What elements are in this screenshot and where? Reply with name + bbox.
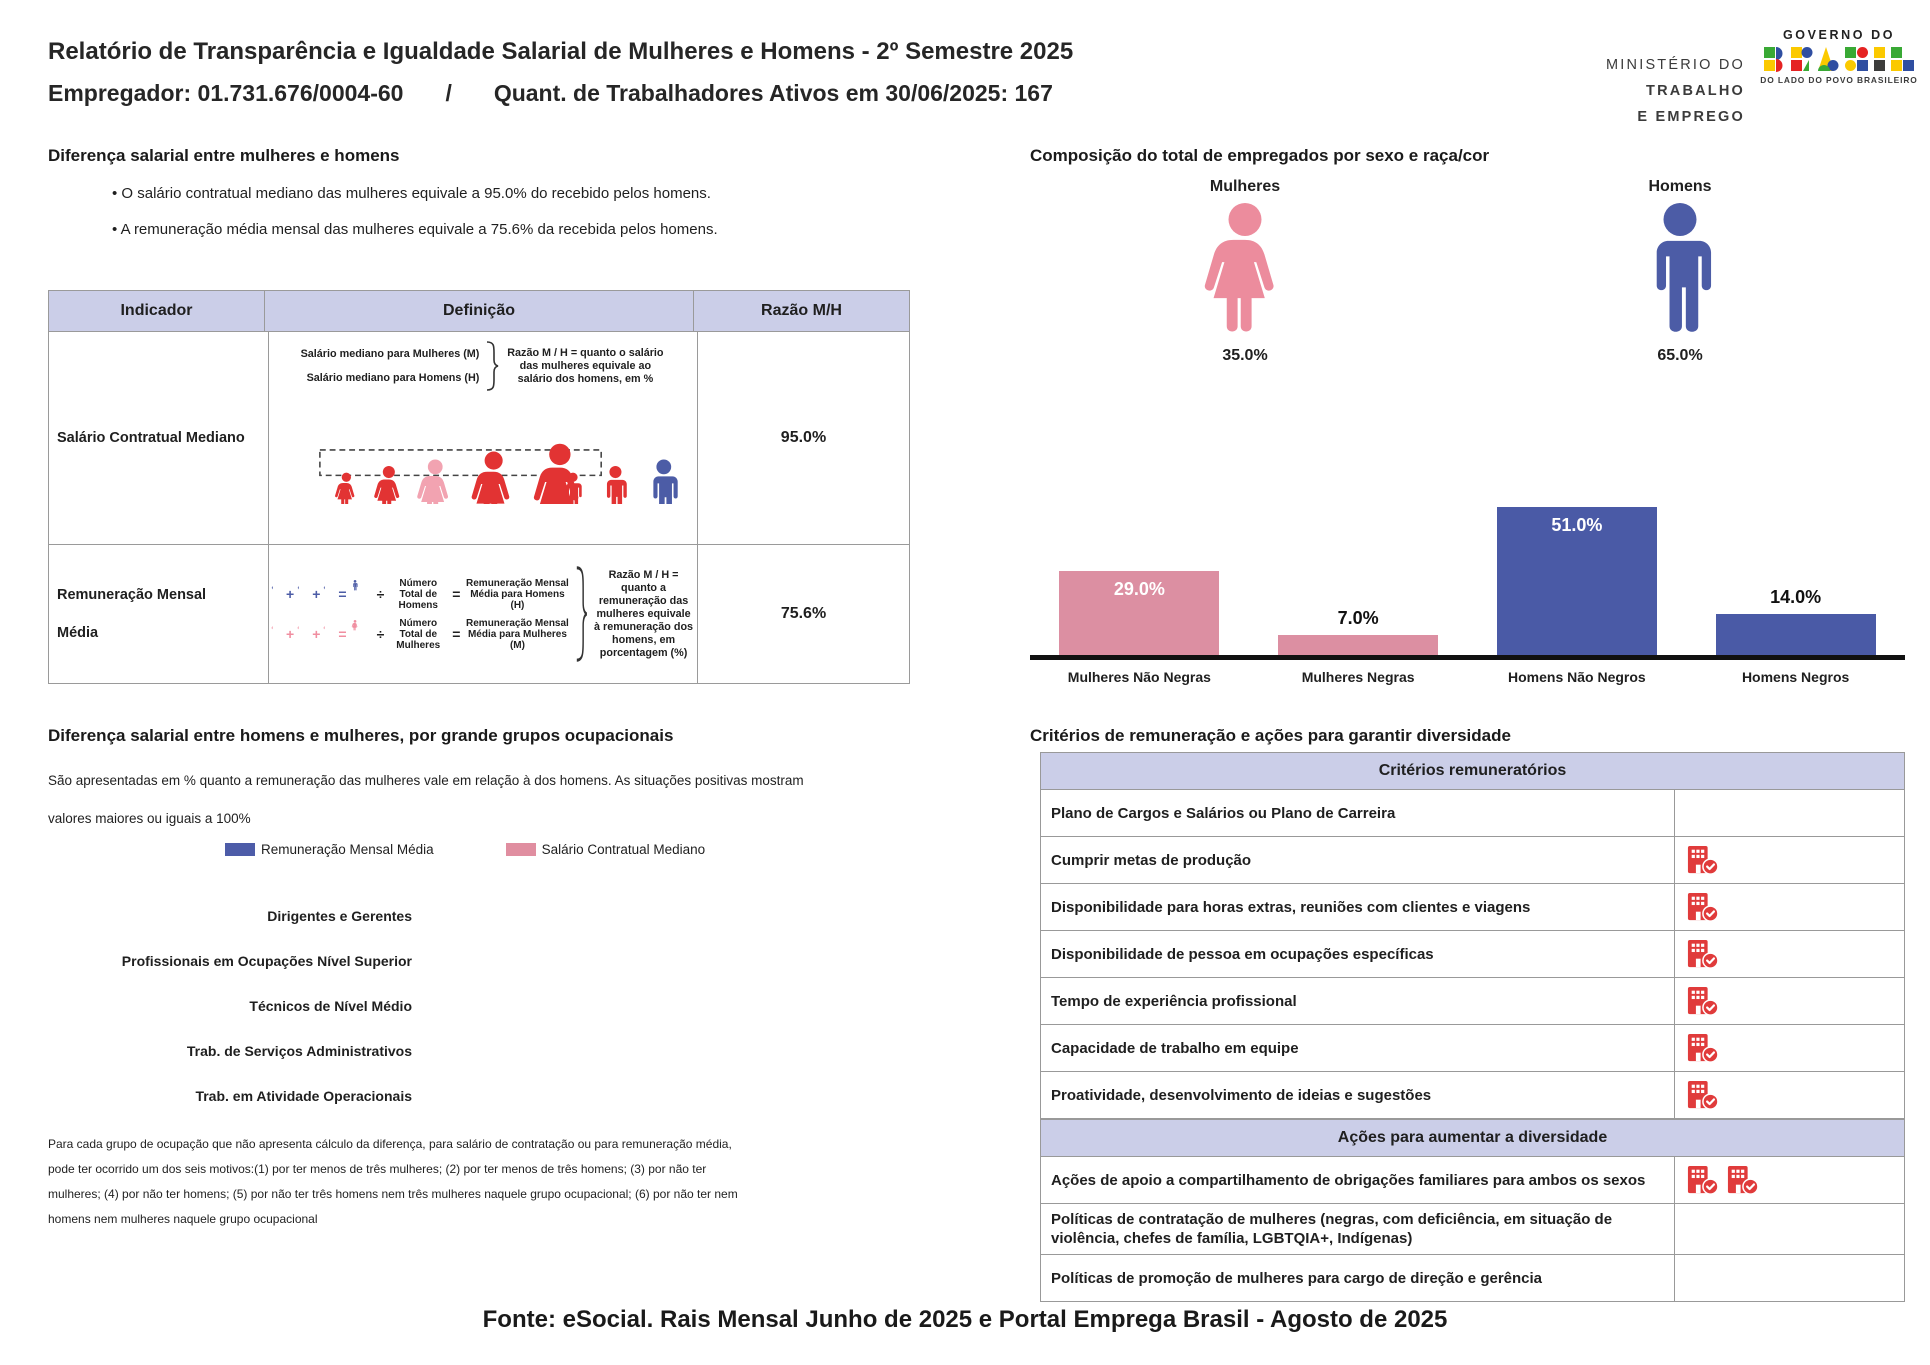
indicator-line1: Remuneração Mensal bbox=[57, 587, 207, 603]
divide-sign: ÷ bbox=[376, 586, 385, 602]
divide-sign: ÷ bbox=[376, 626, 385, 642]
plus-sign: + bbox=[286, 626, 295, 642]
gov-tagline: DO LADO DO POVO BRASILEIRO bbox=[1760, 75, 1918, 85]
table-row-average-pay bbox=[49, 545, 909, 683]
occupational-categories bbox=[48, 908, 412, 1133]
bullet-median-salary: • O salário contratual mediano das mulheres equivale a 95.0% do recebido pelos homens. bbox=[112, 176, 718, 212]
criteria-text: Disponibilidade para horas extras, reuniões com clientes e viagens bbox=[1041, 884, 1675, 930]
bar-value-label: 14.0% bbox=[1770, 587, 1822, 608]
legend-label: Remuneração Mensal Média bbox=[261, 842, 434, 857]
female-icon bbox=[1180, 202, 1310, 334]
men-share-block bbox=[1550, 178, 1810, 365]
criteria-table bbox=[1040, 752, 1905, 1302]
criteria-row bbox=[1041, 1025, 1904, 1072]
page-title: Relatório de Transparência e Igualdade Salarial de Mulheres e Homens - 2º Semestre 2025 bbox=[48, 38, 1074, 65]
occupational-legend bbox=[225, 842, 705, 857]
criteria-icons-cell bbox=[1675, 931, 1904, 977]
col-definicao: Definição bbox=[265, 291, 694, 331]
building-check-icon bbox=[1685, 1165, 1719, 1195]
men-label: Homens bbox=[1648, 178, 1712, 195]
occupational-category: Trab. de Serviços Administrativos bbox=[186, 1043, 412, 1059]
legend-swatch-blue bbox=[225, 843, 255, 856]
criteria-text: Ações de apoio a compartilhamento de obrigações familiares para ambos os sexos bbox=[1041, 1157, 1675, 1203]
criteria-text: Tempo de experiência profissional bbox=[1041, 978, 1675, 1024]
indicator-table-header bbox=[49, 291, 909, 332]
bar-mulheres-nao-negras bbox=[1030, 571, 1249, 655]
men-percentage: 65.0% bbox=[1657, 347, 1703, 364]
criteria-header-diversity: Ações para aumentar a diversidade bbox=[1041, 1119, 1904, 1157]
ministry-line1: MINISTÉRIO DO bbox=[1606, 57, 1745, 73]
bar-value-label: 51.0% bbox=[1551, 515, 1603, 536]
median-definition-cell bbox=[269, 332, 698, 544]
section-title-criteria: Critérios de remuneração e ações para garantir diversidade bbox=[1030, 726, 1511, 745]
median-men-label: Salário mediano para Homens (H) bbox=[306, 372, 480, 384]
criteria-row bbox=[1041, 884, 1904, 931]
building-check-icon bbox=[1685, 845, 1719, 875]
criteria-row bbox=[1041, 1255, 1904, 1301]
indicator-line2: Média bbox=[57, 625, 99, 641]
bar-value-label: 7.0% bbox=[1337, 607, 1379, 628]
criteria-icons-cell bbox=[1675, 790, 1904, 836]
bar-category-labels bbox=[1030, 660, 1905, 685]
bracket-icon bbox=[485, 340, 499, 392]
category-label: Mulheres Não Negras bbox=[1067, 669, 1211, 685]
section-title-occupational: Diferença salarial entre homens e mulheres, por grande grupos ocupacionais bbox=[48, 726, 674, 745]
women-average-equation bbox=[271, 618, 571, 651]
criteria-icons-cell bbox=[1675, 1204, 1904, 1254]
criteria-icons-cell bbox=[1675, 1072, 1904, 1118]
equals-sign: = bbox=[452, 626, 461, 642]
bar-homens-negros bbox=[1686, 587, 1905, 655]
criteria-row bbox=[1041, 978, 1904, 1025]
equals-sign: = bbox=[338, 626, 347, 642]
men-average-label: Remuneração Mensal Média para Homens (H) bbox=[466, 577, 569, 611]
criteria-row bbox=[1041, 790, 1904, 837]
women-label: Mulheres bbox=[1209, 178, 1281, 195]
ministry-line2: TRABALHO bbox=[1646, 83, 1745, 99]
table-row-median-salary bbox=[49, 332, 909, 545]
col-razao: Razão M/H bbox=[761, 302, 842, 319]
criteria-text: Cumprir metas de produção bbox=[1041, 837, 1675, 883]
building-check-icon bbox=[1685, 986, 1719, 1016]
bracket-icon bbox=[575, 564, 588, 664]
plus-sign: + bbox=[312, 626, 321, 642]
criteria-icons-cell bbox=[1675, 1255, 1904, 1301]
plus-sign: + bbox=[286, 586, 295, 602]
criteria-row bbox=[1041, 1204, 1904, 1255]
occupational-category: Dirigentes e Gerentes bbox=[267, 908, 412, 924]
criteria-row bbox=[1041, 1157, 1904, 1204]
criteria-text: Políticas de promoção de mulheres para cargo de direção e gerência bbox=[1041, 1255, 1675, 1301]
category-label: Mulheres Negras bbox=[1301, 669, 1415, 685]
criteria-row bbox=[1041, 1072, 1904, 1119]
criteria-text: Disponibilidade de pessoa em ocupações específicas bbox=[1041, 931, 1675, 977]
separator: / bbox=[445, 80, 452, 106]
median-women-label: Salário mediano para Mulheres (M) bbox=[300, 348, 480, 360]
legend-item-average bbox=[225, 842, 434, 857]
median-ratio-value: 95.0% bbox=[780, 429, 827, 446]
legend-item-median bbox=[506, 842, 706, 857]
women-percentage: 35.0% bbox=[1222, 347, 1268, 364]
male-icon bbox=[1615, 202, 1745, 334]
equals-sign: = bbox=[452, 586, 461, 602]
equals-sign: = bbox=[338, 586, 347, 602]
criteria-icons-cell bbox=[1675, 978, 1904, 1024]
employer-line bbox=[48, 80, 1053, 107]
category-label: Homens Não Negros bbox=[1508, 669, 1646, 685]
criteria-text: Políticas de contratação de mulheres (negras, com deficiência, em situação de violência, chefes de família, LGBTQIA+, Indígenas) bbox=[1041, 1204, 1675, 1254]
plus-sign: + bbox=[312, 586, 321, 602]
building-check-icon bbox=[1685, 892, 1719, 922]
women-total-label: Número Total de Mulheres bbox=[396, 617, 441, 651]
women-share-block bbox=[1115, 178, 1375, 365]
bar-value-label: 29.0% bbox=[1113, 578, 1165, 599]
ministry-wordmark bbox=[1500, 52, 1745, 130]
bar-homens-nao-negros bbox=[1468, 507, 1687, 655]
building-check-icon bbox=[1685, 1033, 1719, 1063]
bullet-average-pay: • A remuneração média mensal das mulheres equivale a 75.6% da recebida pelos homens. bbox=[112, 212, 718, 248]
average-ratio-value: 75.6% bbox=[780, 605, 827, 622]
building-check-icon bbox=[1685, 1080, 1719, 1110]
category-label: Homens Negros bbox=[1741, 669, 1850, 685]
men-average-equation bbox=[271, 578, 571, 611]
race-gender-bar-chart bbox=[1030, 505, 1905, 685]
building-check-icon bbox=[1685, 939, 1719, 969]
criteria-icons-cell bbox=[1675, 1157, 1904, 1203]
bars-row bbox=[1030, 505, 1905, 655]
governo-do-label: GOVERNO DO bbox=[1782, 28, 1896, 42]
occupational-description: São apresentadas em % quanto a remuneração das mulheres vale em relação à dos homens. As situações positivas mostram valores maiores ou iguais a 100% bbox=[48, 773, 804, 826]
criteria-header-remuneration: Critérios remuneratórios bbox=[1041, 753, 1904, 790]
bar-mulheres-negras bbox=[1249, 607, 1468, 655]
indicator-table bbox=[48, 290, 910, 684]
col-indicador: Indicador bbox=[49, 291, 265, 331]
criteria-text: Plano de Cargos e Salários ou Plano de Carreira bbox=[1041, 790, 1675, 836]
criteria-icons-cell bbox=[1675, 837, 1904, 883]
criteria-icons-cell bbox=[1675, 884, 1904, 930]
source-footer: Fonte: eSocial. Rais Mensal Junho de 2025 e Portal Emprega Brasil - Agosto de 2025 bbox=[482, 1306, 1448, 1333]
employer-id: Empregador: 01.731.676/0004-60 bbox=[48, 80, 404, 106]
average-ratio-note: Razão M / H = quanto a remuneração das mulheres equivale à remuneração dos homens, em porcentagem (%) bbox=[594, 568, 694, 659]
brasil-logo bbox=[1764, 46, 1914, 72]
ministry-line3: E EMPREGO bbox=[1637, 109, 1745, 125]
indicator-name bbox=[49, 545, 269, 683]
section-title-composition: Composição do total de empregados por sexo e raça/cor bbox=[1030, 146, 1490, 165]
legend-label: Salário Contratual Mediano bbox=[541, 842, 706, 857]
salary-diff-bullets bbox=[112, 176, 718, 248]
criteria-text: Capacidade de trabalho em equipe bbox=[1041, 1025, 1675, 1071]
women-average-label: Remuneração Mensal Média para Mulheres (M) bbox=[466, 617, 569, 651]
criteria-icons-cell bbox=[1675, 1025, 1904, 1071]
governo-do-brasil-logo bbox=[1758, 28, 1920, 85]
legend-swatch-pink bbox=[506, 843, 536, 856]
median-ratio-note: Razão M / H = quanto o salário das mulheres equivale ao salário dos homens, em % bbox=[507, 346, 664, 385]
men-total-label: Número Total de Homens bbox=[398, 577, 438, 611]
criteria-row bbox=[1041, 931, 1904, 978]
occupational-footnote: Para cada grupo de ocupação que não apresenta cálculo da diferença, para salário de contratação ou para remuneração média, pode ter ocorrido um dos seis motivos:(1) por ter menos de três mulheres; (2) por ter menos de três homens; (3) por não ter mulheres; (4) por não ter homens; (5) por não ter três homens nem três mulheres naquele grupo ocupacional; (6) por não ter nem homens nem mulheres naquele grupo ocupacional bbox=[48, 1137, 738, 1226]
section-title-salary-diff: Diferença salarial entre mulheres e homens bbox=[48, 146, 400, 165]
median-people-diagram bbox=[273, 392, 693, 504]
criteria-row bbox=[1041, 837, 1904, 884]
building-check-icon bbox=[1725, 1165, 1759, 1195]
occupational-category: Trab. em Atividade Operacionais bbox=[195, 1088, 412, 1104]
criteria-text: Proatividade, desenvolvimento de ideias e sugestões bbox=[1041, 1072, 1675, 1118]
occupational-category: Técnicos de Nível Médio bbox=[249, 998, 412, 1014]
indicator-name: Salário Contratual Mediano bbox=[49, 332, 269, 544]
active-workers: Quant. de Trabalhadores Ativos em 30/06/2025: 167 bbox=[493, 80, 1053, 106]
average-definition-cell bbox=[269, 545, 698, 683]
occupational-category: Profissionais em Ocupações Nível Superior bbox=[121, 953, 412, 969]
